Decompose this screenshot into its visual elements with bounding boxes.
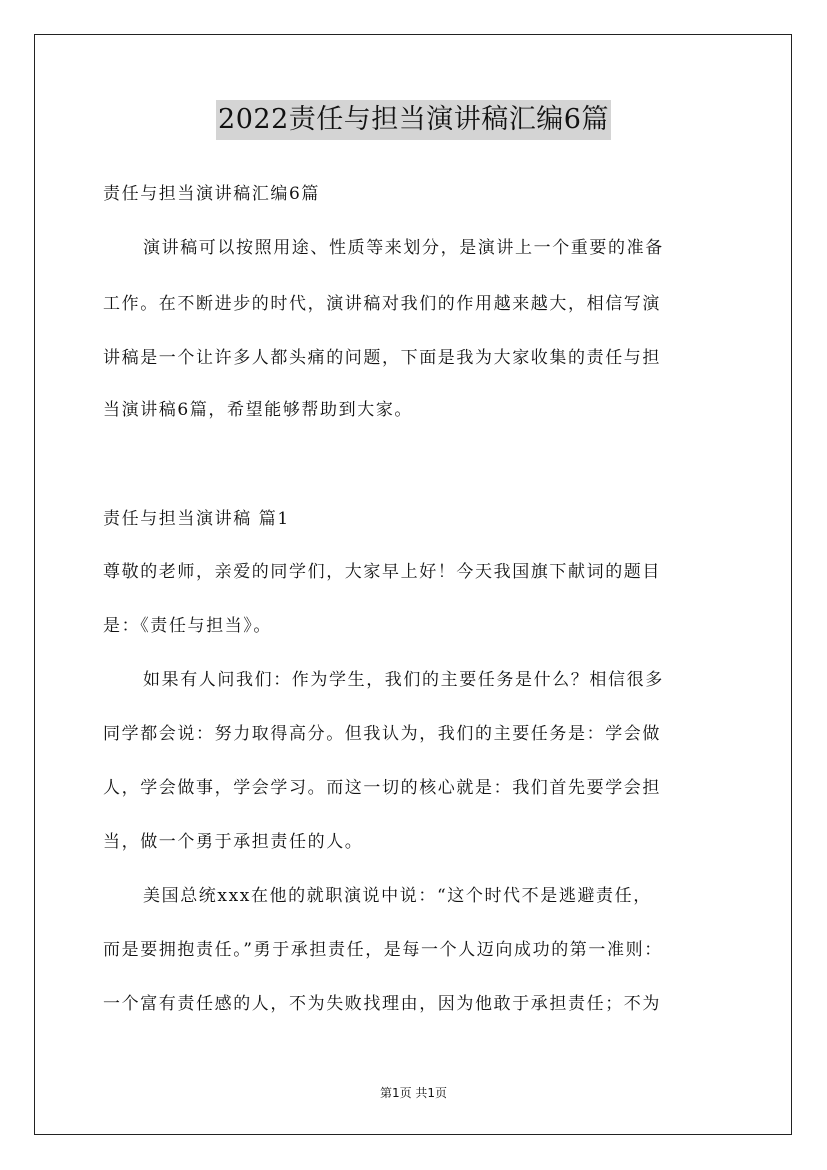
intro-line-4: 当演讲稿6篇，希望能够帮助到大家。 xyxy=(103,400,414,420)
document-title: 2022责任与担当演讲稿汇编6篇 xyxy=(216,100,611,140)
section-heading: 责任与担当演讲稿 篇1 xyxy=(103,509,290,529)
body-line-3: 如果有人问我们：作为学生，我们的主要任务是什么？相信很多 xyxy=(143,670,664,690)
intro-line-2: 工作。在不断进步的时代，演讲稿对我们的作用越来越大，相信写演 xyxy=(103,294,661,314)
body-line-7: 美国总统xxx在他的就职演说中说：“这个时代不是逃避责任， xyxy=(143,886,652,906)
intro-line-1: 演讲稿可以按照用途、性质等来划分，是演讲上一个重要的准备 xyxy=(143,238,664,258)
body-line-9: 一个富有责任感的人，不为失败找理由，因为他敢于承担责任；不为 xyxy=(103,994,661,1014)
subtitle: 责任与担当演讲稿汇编6篇 xyxy=(103,184,321,204)
body-line-4: 同学都会说：努力取得高分。但我认为，我们的主要任务是：学会做 xyxy=(103,724,661,744)
body-line-6: 当，做一个勇于承担责任的人。 xyxy=(103,832,364,852)
body-line-5: 人，学会做事，学会学习。而这一切的核心就是：我们首先要学会担 xyxy=(103,778,661,798)
body-line-1: 尊敬的老师，亲爱的同学们，大家早上好！今天我国旗下献词的题目 xyxy=(103,562,661,582)
document-title-wrapper xyxy=(0,100,827,140)
body-line-2: 是：《责任与担当》。 xyxy=(103,616,272,636)
body-line-8: 而是要拥抱责任。”勇于承担责任，是每一个人迈向成功的第一准则： xyxy=(103,940,663,960)
page-footer: 第1页 共1页 xyxy=(379,1086,448,1100)
intro-line-3: 讲稿是一个让许多人都头痛的问题，下面是我为大家收集的责任与担 xyxy=(103,348,661,368)
